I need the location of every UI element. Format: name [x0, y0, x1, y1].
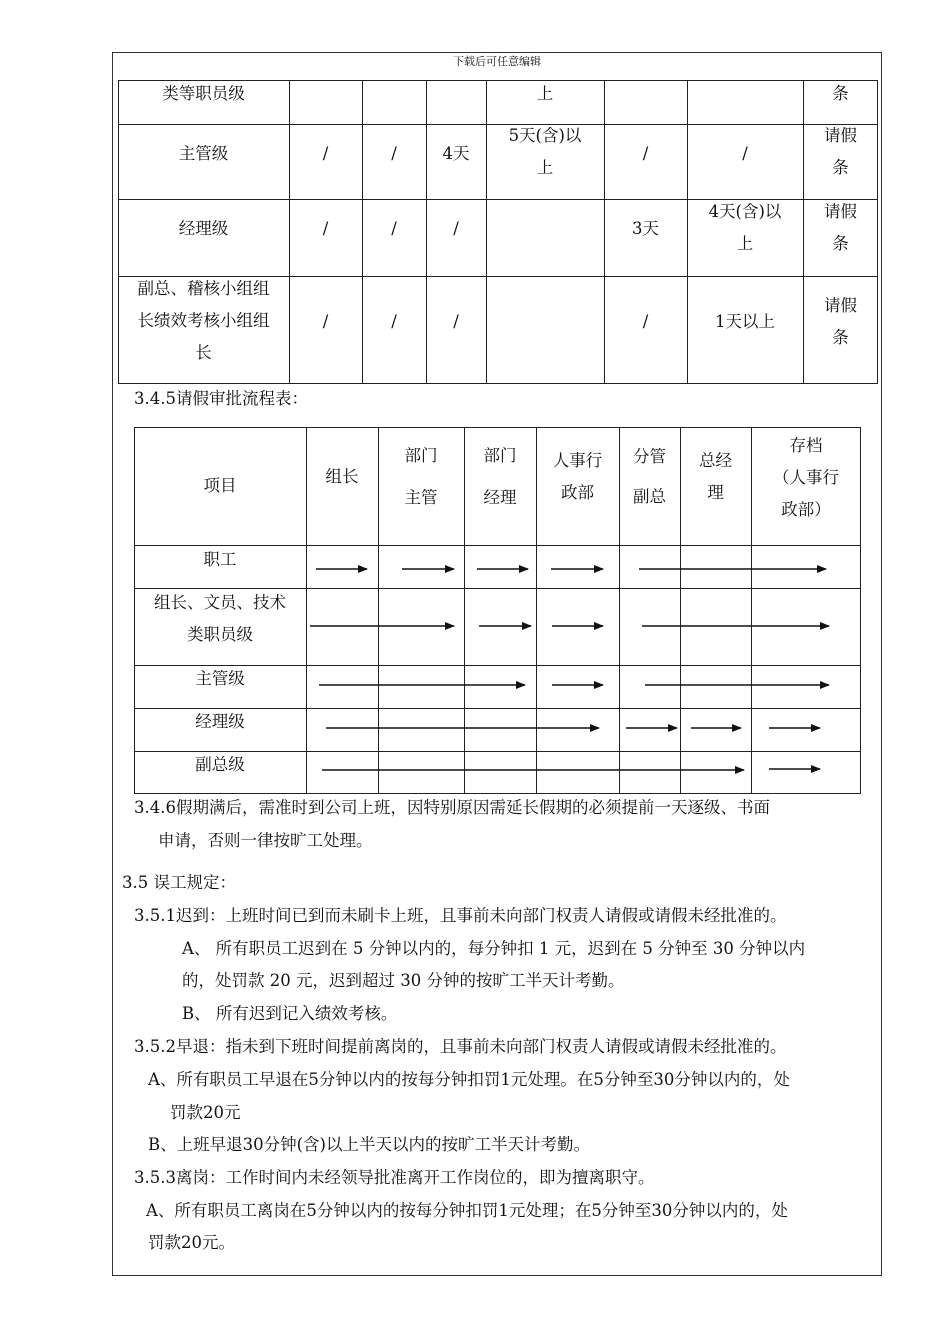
table-cell: 请假 条 [824, 126, 857, 177]
flow-row-label: 主管级 [195, 669, 245, 688]
table-cell: 条 [832, 84, 849, 103]
paragraph-346-cont: 申请，否则一律按旷工处理。 [158, 831, 373, 850]
paragraph-352-b: B、上班早退30分钟(含)以上半天以内的按旷工半天计考勤。 [148, 1135, 590, 1154]
table-cell: / [642, 312, 649, 331]
table-cell: 3天 [632, 219, 659, 238]
paragraph-353: 3.5.3离岗：工作时间内未经领导批准离开工作岗位的，即为擅离职守。 [134, 1168, 655, 1187]
table-cell: 上 [536, 84, 554, 103]
flow-header: 部门 经理 [483, 446, 517, 507]
download-header: 下载后可任意编辑 [453, 55, 541, 68]
table-cell: 请假 条 [824, 202, 857, 253]
section-heading-35: 3.5 误工规定： [122, 873, 236, 892]
flow-row-label: 副总级 [195, 755, 245, 774]
flow-header: 分管 副总 [633, 447, 666, 506]
paragraph-352: 3.5.2早退：指未到下班时间提前离岗的，且事前未向部门权责人请假或请假未经批准的。 [134, 1037, 787, 1056]
table-cell: 5天(含)以 上 [508, 126, 582, 177]
table-cell: / [391, 144, 397, 163]
table-cell: / [322, 144, 329, 163]
paragraph-352-a-cont: 罚款20元 [170, 1103, 241, 1122]
flow-row-label: 职工 [203, 550, 237, 569]
table-cell: / [453, 219, 459, 238]
table-cell: 4天 [442, 144, 470, 163]
table-cell: 4天(含)以 上 [708, 202, 782, 253]
table-row-label: 经理级 [178, 219, 229, 238]
paragraph-351-a: A、 所有职员工迟到在 5 分钟以内的，每分钟扣 1 元，迟到在 5 分钟至 30 分钟以内 [182, 939, 806, 958]
paragraph-351: 3.5.1迟到：上班时间已到而未刷卡上班，且事前未向部门权责人请假或请假未经批准的。 [134, 906, 787, 925]
table-cell: 请假 条 [824, 296, 857, 347]
table-row-label: 副总、稽核小组组 长绩效考核小组组 长 [137, 279, 270, 362]
flow-header: 存档 （人事行 政部） [773, 436, 839, 519]
flow-header: 项目 [203, 476, 237, 495]
flow-header: 部门 主管 [404, 446, 438, 507]
paragraph-352-a: A、所有职员工早退在5分钟以内的按每分钟扣罚1元处理。在5分钟至30分钟以内的，处 [148, 1070, 790, 1089]
table-cell: / [391, 219, 397, 238]
flow-header: 总经 理 [699, 451, 732, 502]
table-row-label: 主管级 [178, 144, 229, 163]
flow-row-label: 经理级 [195, 712, 245, 731]
flow-header: 组长 [325, 467, 359, 486]
paragraph-353-a: A、所有职员工离岗在5分钟以内的按每分钟扣罚1元处理；在5分钟至30分钟以内的，处 [146, 1201, 788, 1220]
paragraph-346: 3.4.6假期满后，需准时到公司上班，因特别原因需延长假期的必须提前一天逐级、书面 [134, 798, 770, 817]
table-cell: / [322, 219, 329, 238]
paragraph-351-b: B、 所有迟到记入绩效考核。 [182, 1004, 398, 1023]
flow-header: 人事行 政部 [552, 451, 603, 502]
section-heading: 3.4.5请假审批流程表： [134, 389, 308, 408]
table-cell: / [742, 144, 748, 163]
table-cell: / [453, 312, 459, 331]
table-cell: / [322, 312, 329, 331]
table-cell: / [642, 144, 649, 163]
table-cell: / [391, 312, 397, 331]
flow-row-label: 组长、文员、技术 类职员级 [154, 593, 286, 644]
paragraph-353-a-cont: 罚款20元。 [148, 1233, 235, 1252]
paragraph-351-a-cont: 的，处罚款 20 元，迟到超过 30 分钟的按旷工半天计考勤。 [182, 971, 625, 990]
table-row-label: 类等职员级 [162, 84, 245, 103]
table-cell: 1天以上 [715, 312, 775, 331]
